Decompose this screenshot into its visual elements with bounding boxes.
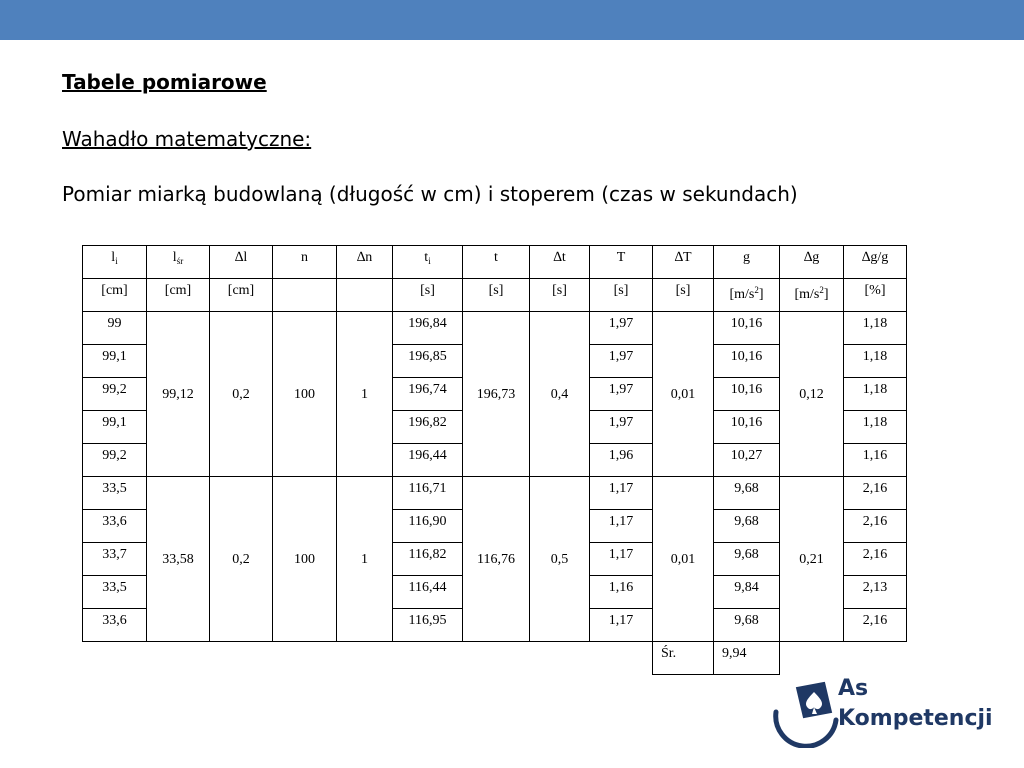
section-subtitle: Wahadło matematyczne: [62, 127, 312, 151]
cell-dg-g: 1,18 [844, 345, 907, 378]
cell-g: 10,16 [714, 378, 780, 411]
cell-lsr: 33,58 [147, 477, 210, 642]
cell-li: 33,5 [83, 576, 147, 609]
cell-li: 33,6 [83, 510, 147, 543]
average-value: 9,94 [714, 642, 780, 675]
cell-li: 99,1 [83, 345, 147, 378]
cell-g: 10,27 [714, 444, 780, 477]
cell-ti: 196,85 [393, 345, 463, 378]
unit-dn [337, 279, 393, 312]
cell-T: 1,96 [590, 444, 653, 477]
cell-ti: 116,95 [393, 609, 463, 642]
cell-li: 33,5 [83, 477, 147, 510]
cell-li: 99,2 [83, 378, 147, 411]
unit-lsr: [cm] [147, 279, 210, 312]
table-row [83, 477, 907, 510]
cell-g: 10,16 [714, 345, 780, 378]
header-dn: ∆n [337, 246, 393, 279]
unit-ti: [s] [393, 279, 463, 312]
cell-ti: 196,84 [393, 312, 463, 345]
cell-dT: 0,01 [653, 477, 714, 642]
header-dl: ∆l [210, 246, 273, 279]
cell-li: 33,6 [83, 609, 147, 642]
cell-T: 1,17 [590, 609, 653, 642]
cell-dg-g: 2,13 [844, 576, 907, 609]
header-t: t [463, 246, 530, 279]
cell-n: 100 [273, 477, 337, 642]
cell-T: 1,17 [590, 510, 653, 543]
cell-dl: 0,2 [210, 312, 273, 477]
cell-dn: 1 [337, 312, 393, 477]
header-li: $l_i$ [83, 246, 147, 279]
cell-t: 196,73 [463, 312, 530, 477]
cell-dt: 0,5 [530, 477, 590, 642]
unit-li: [cm] [83, 279, 147, 312]
cell-dg-g: 2,16 [844, 609, 907, 642]
cell-g: 9,84 [714, 576, 780, 609]
cell-T: 1,16 [590, 576, 653, 609]
cell-ti: 116,90 [393, 510, 463, 543]
cell-ti: 196,82 [393, 411, 463, 444]
unit-T: [s] [590, 279, 653, 312]
unit-n [273, 279, 337, 312]
cell-dg-g: 2,16 [844, 543, 907, 576]
cell-g: 9,68 [714, 477, 780, 510]
cell-li: 99 [83, 312, 147, 345]
logo-line-2: Kompetencji [838, 706, 993, 731]
cell-dg: 0,21 [780, 477, 844, 642]
average-label: Śr. [653, 642, 714, 675]
cell-ti: 116,71 [393, 477, 463, 510]
unit-dt: [s] [530, 279, 590, 312]
cell-li: 99,2 [83, 444, 147, 477]
cell-dg-g: 1,18 [844, 312, 907, 345]
cell-t: 116,76 [463, 477, 530, 642]
unit-dT: [s] [653, 279, 714, 312]
logo-line-1: As [838, 676, 869, 701]
header-dg: ∆g [780, 246, 844, 279]
header-g: g [714, 246, 780, 279]
average-row-spacer [83, 642, 653, 675]
unit-dg: $[m/s^2]$ [780, 279, 844, 312]
cell-dT: 0,01 [653, 312, 714, 477]
cell-ti: 116,82 [393, 543, 463, 576]
cell-T: 1,97 [590, 312, 653, 345]
cell-g: 10,16 [714, 312, 780, 345]
header-lsr: $l_{śr}$ [147, 246, 210, 279]
header-ti: $t_i$ [393, 246, 463, 279]
header-n: n [273, 246, 337, 279]
cell-ti: 196,44 [393, 444, 463, 477]
cell-T: 1,97 [590, 411, 653, 444]
cell-dg-g: 2,16 [844, 477, 907, 510]
table-row [83, 312, 907, 345]
unit-dg-g: [%] [844, 279, 907, 312]
header-dt: ∆t [530, 246, 590, 279]
cell-li: 99,1 [83, 411, 147, 444]
cell-dg-g: 1,18 [844, 378, 907, 411]
cell-ti: 116,44 [393, 576, 463, 609]
spade-card-icon [776, 680, 836, 746]
description-text: Pomiar miarką budowlaną (długość w cm) i stoperem (czas w sekundach) [62, 182, 798, 206]
cell-dg-g: 1,18 [844, 411, 907, 444]
units-row [83, 279, 907, 312]
unit-dl: [cm] [210, 279, 273, 312]
cell-g: 10,16 [714, 411, 780, 444]
header-dg-g: ∆g/g [844, 246, 907, 279]
header-dT: ∆T [653, 246, 714, 279]
cell-g: 9,68 [714, 609, 780, 642]
cell-dl: 0,2 [210, 477, 273, 642]
cell-T: 1,17 [590, 477, 653, 510]
cell-T: 1,97 [590, 345, 653, 378]
cell-ti: 196,74 [393, 378, 463, 411]
measurement-table [82, 245, 907, 675]
cell-T: 1,17 [590, 543, 653, 576]
unit-g: $[m/s^2]$ [714, 279, 780, 312]
cell-dg: 0,12 [780, 312, 844, 477]
cell-g: 9,68 [714, 543, 780, 576]
cell-li: 33,7 [83, 543, 147, 576]
cell-dt: 0,4 [530, 312, 590, 477]
unit-t: [s] [463, 279, 530, 312]
header-row [83, 246, 907, 279]
top-banner [0, 0, 1024, 40]
cell-g: 9,68 [714, 510, 780, 543]
cell-dn: 1 [337, 477, 393, 642]
cell-n: 100 [273, 312, 337, 477]
cell-lsr: 99,12 [147, 312, 210, 477]
page-title: Tabele pomiarowe [62, 70, 267, 94]
header-T: T [590, 246, 653, 279]
cell-dg-g: 1,16 [844, 444, 907, 477]
cell-dg-g: 2,16 [844, 510, 907, 543]
cell-T: 1,97 [590, 378, 653, 411]
